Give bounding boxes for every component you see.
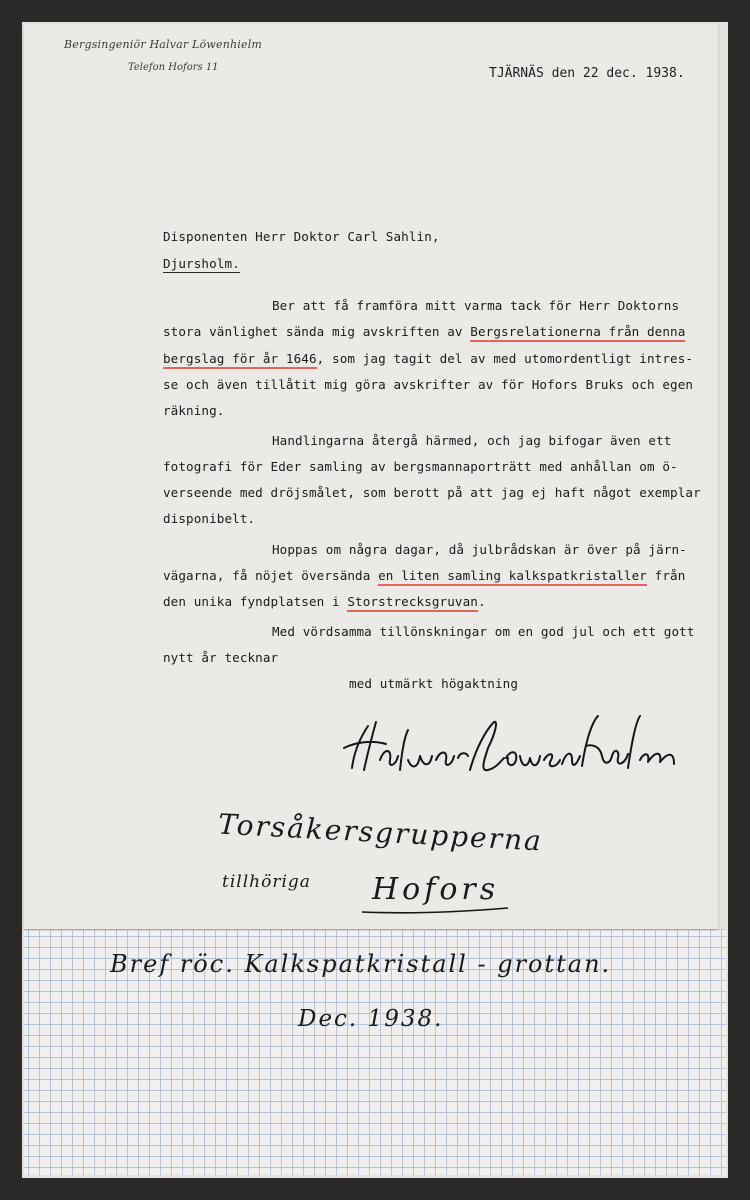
para4-line2: nytt år tecknar (163, 650, 279, 665)
para1-line2-text: stora vänlighet sända mig avskriften av (163, 324, 471, 339)
para3-line2-text: vägarna, få nöjet översända (163, 568, 379, 583)
letterhead-phone: Telefon Hofors 11 (128, 62, 219, 73)
handwritten-hofors: Hofors (372, 872, 500, 907)
para2-line4: disponibelt. (163, 511, 256, 526)
letterhead-name: Bergsingeniör Halvar Löwenhielm (64, 38, 263, 51)
underlined-storstrecksgruvan: Storstrecksgruvan (347, 594, 478, 612)
underlined-bergslag-1646: bergslag för år 1646 (163, 351, 317, 369)
para1-line1: Ber att få framföra mitt varma tack för Herr Doktorns (272, 298, 680, 313)
para1-line3-text: , som jag tagit del av med utomordentligt intres- (316, 351, 694, 366)
para1-line4: se och även tillåtit mig göra avskrifter av för Hofors Bruks och egen (163, 377, 694, 392)
closing: med utmärkt högaktning (349, 676, 519, 691)
para1-line5: räkning. (163, 403, 225, 418)
handwritten-torsakersgrupperna: Torsåkersgrupperna (217, 807, 544, 858)
handwritten-tillhoriga: tillhöriga (222, 872, 311, 892)
para4-line1: Med vördsamma tillönskningar om en god jul och ett gott (272, 624, 695, 639)
para2-line2: fotografi för Eder samling av bergsmannaporträtt med anhållan om ö- (163, 459, 678, 474)
handwritten-bref-caption: Bref röc. Kalkspatkristall - grottan. (110, 950, 612, 978)
underlined-bergsrelationerna: Bergsrelationerna från denna (470, 324, 685, 342)
para2-line1: Handlingarna återgå härmed, och jag bifogar även ett (272, 433, 672, 448)
address-line-1: Disponenten Herr Doktor Carl Sahlin, (163, 229, 440, 244)
para3-line3-text: den unika fyndplatsen i (163, 594, 348, 609)
para3-line2-end: från (646, 568, 686, 583)
underlined-kalkspatkristaller: en liten samling kalkspatkristaller (378, 568, 647, 586)
date-line: TJÄRNÄS den 22 dec. 1938. (489, 66, 685, 81)
address-city: Djursholm. (163, 256, 240, 271)
handwritten-date-caption: Dec. 1938. (298, 1006, 444, 1032)
para3-line3-end: . (477, 594, 486, 609)
para2-line3: verseende med dröjsmålet, som berott på att jag ej haft något exemplar (163, 485, 701, 500)
para3-line1: Hoppas om några dagar, då julbrådskan är över på järn- (272, 542, 687, 557)
